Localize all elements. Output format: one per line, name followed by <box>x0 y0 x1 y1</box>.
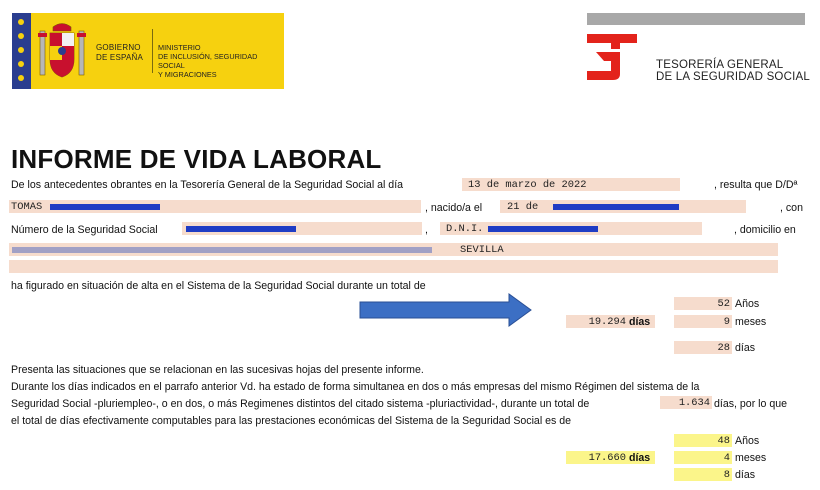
effective-days-unit: días <box>735 469 756 481</box>
address-text: , domicilio en <box>734 224 796 236</box>
dni-label: D.N.I. <box>446 223 484 235</box>
birth-day-partial: 21 de <box>507 201 539 213</box>
result-text: , resulta que D/Dª <box>714 179 798 191</box>
ministry-text <box>158 43 284 79</box>
alta-days-total-unit: días <box>629 316 651 328</box>
explanation-line-3-end: días, por lo que <box>714 398 788 410</box>
report-title: INFORME DE VIDA LABORAL <box>11 144 382 174</box>
gobierno-espana-text <box>96 43 143 63</box>
birth-redaction <box>553 204 679 210</box>
report-date: 13 de marzo de 2022 <box>468 179 587 191</box>
ministry-line-1: MINISTERIO <box>158 43 201 52</box>
gov-line-1: GOBIERNO <box>96 43 141 52</box>
alta-days-unit: días <box>735 342 756 354</box>
ss-number-label: Número de la Seguridad Social <box>11 224 158 236</box>
alta-years: 52 <box>717 298 730 310</box>
address-city: SEVILLA <box>460 244 504 256</box>
born-text: , nacido/a el <box>425 202 483 214</box>
alta-text: ha figurado en situación de alta en el Sistema de la Seguridad Social durante un total de <box>11 280 426 292</box>
tgss-line-2: DE LA SEGURIDAD SOCIAL <box>656 71 810 83</box>
gov-line-2: DE ESPAÑA <box>96 53 143 62</box>
effective-years: 48 <box>717 435 730 447</box>
ministry-line-3: Y MIGRACIONES <box>158 70 217 79</box>
effective-days-total: 17.660 <box>588 452 626 464</box>
name-partial: TOMAS <box>11 201 43 213</box>
effective-days: 8 <box>723 469 730 481</box>
alta-days-total: 19.294 <box>588 316 626 328</box>
effective-months: 4 <box>723 452 730 464</box>
explanation-line-4: el total de días efectivamente computables para las prestaciones económicas del Sistema de la Seguridad Social es de <box>11 415 572 427</box>
alta-months-unit: meses <box>735 316 767 328</box>
coat-of-arms-icon <box>38 21 86 81</box>
con-text: , con <box>780 202 803 214</box>
tgss-logo-icon <box>587 34 637 80</box>
dni-redaction <box>488 226 598 232</box>
explanation-line-2: Durante los días indicados en el parrafo anterior Vd. ha estado de forma simultanea en dos o más empresas del mismo Régimen del sistema de la <box>11 381 700 393</box>
gov-divider <box>152 29 153 73</box>
ss-number-redaction <box>186 226 296 232</box>
arrow-right-icon <box>359 293 533 327</box>
tgss-header-bar <box>587 13 805 25</box>
effective-days-total-unit: días <box>629 452 651 464</box>
effective-months-unit: meses <box>735 452 767 464</box>
tgss-line-1: TESORERÍA GENERAL <box>656 59 784 71</box>
address-field-2 <box>9 260 778 273</box>
intro-text: De los antecedentes obrantes en la Tesorería General de la Seguridad Social al día <box>11 179 404 191</box>
ministry-line-2: DE INCLUSIÓN, SEGURIDAD SOCIAL <box>158 52 258 70</box>
explanation-line-1: Presenta las situaciones que se relacionan en las sucesivas hojas del presente informe. <box>11 364 424 376</box>
explanation-line-3: Seguridad Social -pluriempleo-, o en dos, o más Regimenes distintos del citado sistema -pluriactividad-, durante un total de <box>11 398 590 410</box>
alta-years-unit: Años <box>735 298 760 310</box>
comma-separator: , <box>425 224 428 236</box>
alta-months: 9 <box>723 316 730 328</box>
overlap-days: 1.634 <box>678 397 710 409</box>
eu-flag-strip <box>12 13 31 89</box>
effective-years-unit: Años <box>735 435 760 447</box>
gobierno-logo-block <box>12 13 284 89</box>
tgss-name <box>656 59 810 83</box>
name-redaction <box>50 204 160 210</box>
address-redaction <box>12 247 432 253</box>
alta-days: 28 <box>717 342 730 354</box>
